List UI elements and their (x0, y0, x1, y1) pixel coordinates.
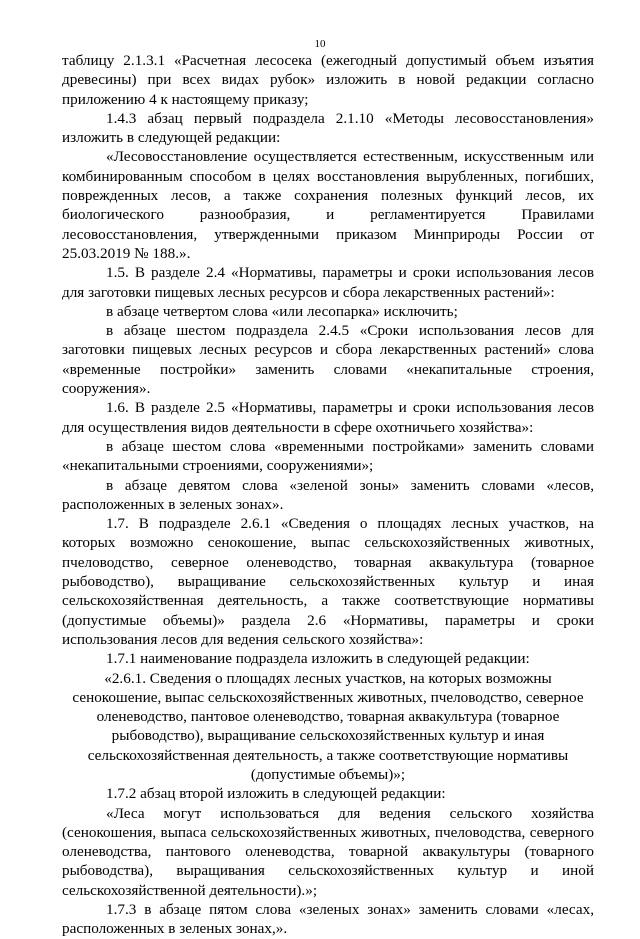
paragraph-quote-reforestation: «Лесовосстановление осуществляется естественным, искусственным или комбинированным способом в целях восстановления вырубленных, погибших, поврежденных лесов, а также сохранения полезных функций лесов, их биологического разнообразия, и регламентируется Правилами лесовосстановления, утвержденными приказом Минприроды России от 25.03.2019 № 188.». (62, 148, 594, 262)
paragraph-1-7-3: 1.7.3 в абзаце пятом слова «зеленых зонах» заменить словами «лесах, расположенных в зеленых зонах,». (62, 901, 594, 938)
paragraph-quote-agriculture: «Леса могут использоваться для ведения сельского хозяйства (сенокошения, выпаса сельскохозяйственных животных, пчеловодства, северного оленеводства, пантового оленеводства, товарной аквакультуры (товарного рыбоводства), выращивания сельскохозяйственных культур и иной сельскохозяйственной деятельности).»; (62, 804, 594, 899)
paragraph-1-5-item-1: в абзаце четвертом слова «или лесопарка» исключить; (106, 302, 458, 320)
paragraph-1-4-3: 1.4.3 абзац первый подраздела 2.1.10 «Методы лесовосстановления» изложить в следующей редакции: (62, 109, 594, 147)
paragraph-1-5: 1.5. В разделе 2.4 «Нормативы, параметры и сроки использования лесов для заготовки пищевых лесных ресурсов и сбора лекарственных растений»: (62, 264, 594, 301)
paragraph-1-5-item-2: в абзаце шестом подраздела 2.4.5 «Сроки использования лесов для заготовки пищевых лесных ресурсов и сбора лекарственных растений» слова «временные постройки» заменить словами «некапитальные строения, сооружения». (62, 322, 594, 398)
paragraph-1-7-1: 1.7.1 наименование подраздела изложить в следующей редакции: (106, 650, 530, 668)
paragraph-quote-2-6-1-title: «2.6.1. Сведения о площадях лесных участков, на которых возможны сенокошение, выпас сельскохозяйственных животных, пчеловодство, северное оленеводство, пантовое оленеводство, товарная аквакультура (товарное рыбоводство), выращивание сельскохозяйственных культур и иная сельскохозяйственная деятельность, а также соответствующие нормативы (допустимые объемы)»; (72, 669, 584, 783)
paragraph-1-6: 1.6. В разделе 2.5 «Нормативы, параметры и сроки использования лесов для осуществления видов деятельности в сфере охотничьего хозяйства»: (62, 399, 594, 436)
paragraph-1-7: 1.7. В подразделе 2.6.1 «Сведения о площадях лесных участков, на которых возможно сенокошение, выпас сельскохозяйственных животных, пчеловодство, северное оленеводство, товарная аквакультура (товарное рыбоводство), выращивание сельскохозяйственных культур и иная сельскохозяйственная деятельность, а также соответствующие нормативы (допустимые объемы)» раздела 2.6 «Нормативы, параметры и сроки использования лесов для ведения сельского хозяйства»: (62, 515, 594, 648)
page-number: 10 (314, 38, 326, 50)
document-body (62, 51, 594, 939)
paragraph-1-6-item-2: в абзаце девятом слова «зеленой зоны» заменить словами «лесов, расположенных в зеленых зонах». (62, 476, 594, 513)
paragraph-table-2-1-3-1: таблицу 2.1.3.1 «Расчетная лесосека (ежегодный допустимый объем изъятия древесины) при всех видах рубок» изложить в новой редакции согласно приложению 4 к настоящему приказу; (62, 52, 594, 108)
paragraph-1-6-item-1: в абзаце шестом слова «временными постройками» заменить словами «некапитальными строениями, сооружениями»; (62, 437, 594, 475)
paragraph-1-7-2: 1.7.2 абзац второй изложить в следующей редакции: (106, 785, 446, 803)
